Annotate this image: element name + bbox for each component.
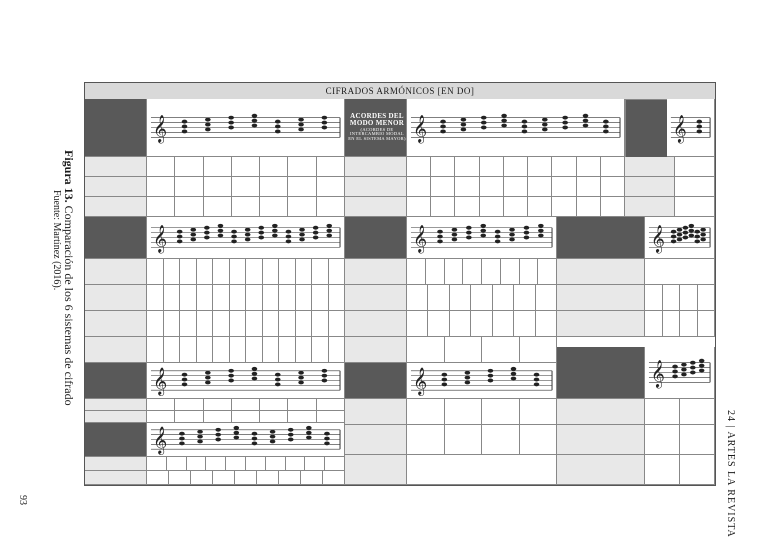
menor-cell	[504, 157, 528, 177]
mayor-cell	[288, 177, 316, 197]
americano_dom-cell	[286, 457, 306, 471]
inversiones-cell	[213, 285, 230, 311]
americano_dom-cell	[169, 471, 191, 485]
inversiones-cell	[197, 259, 214, 285]
mayor-header	[85, 99, 147, 157]
menor-cell	[455, 177, 479, 197]
napolitana-cell	[675, 157, 715, 177]
sub_sec-row-label	[557, 285, 645, 311]
menor-cell	[431, 157, 455, 177]
mayor-cell	[317, 157, 345, 177]
svg-text:𝄞: 𝄞	[412, 224, 428, 253]
inversiones-cell	[213, 311, 230, 337]
resol-cell	[680, 399, 715, 425]
inversiones-cell	[279, 337, 296, 363]
napolitana-cell	[675, 177, 715, 197]
dom_sec-cell	[445, 259, 464, 285]
mayor-cell	[317, 197, 345, 217]
svg-text:𝄞: 𝄞	[650, 359, 665, 388]
americano-cell	[175, 399, 203, 411]
mayor-cell	[288, 197, 316, 217]
inversiones-cell	[197, 311, 214, 337]
menor-cell	[431, 197, 455, 217]
menor-header	[345, 99, 407, 157]
mayor-cell	[232, 177, 260, 197]
resol-staff	[645, 347, 715, 399]
alterados-cell	[482, 425, 520, 455]
dom_sec-cell	[407, 337, 445, 363]
svg-text:𝄞: 𝄞	[152, 426, 168, 455]
resol-cell	[645, 425, 680, 455]
inversiones-cell	[279, 285, 296, 311]
mayor-cell	[175, 197, 203, 217]
inversiones-cell	[329, 311, 346, 337]
inversiones-cell	[263, 259, 280, 285]
dom_sec-cell	[482, 259, 501, 285]
mayor-row-label	[85, 197, 147, 217]
dom_sec-cell	[407, 259, 426, 285]
alterados-cell	[520, 399, 558, 425]
menor-cell	[577, 157, 601, 177]
mayor-cell	[175, 157, 203, 177]
mayor-cell	[260, 157, 288, 177]
inversiones-row-label	[85, 259, 147, 285]
mayor-cell	[260, 197, 288, 217]
dom_sec-cell	[493, 285, 514, 311]
inversiones-cell	[279, 259, 296, 285]
dom_sec-cell	[482, 337, 520, 363]
alterados-row-label	[345, 455, 407, 485]
menor-cell	[528, 197, 552, 217]
inversiones-cell	[230, 259, 247, 285]
inversiones-cell	[312, 311, 329, 337]
americano_dom-cell	[257, 471, 279, 485]
inversiones-cell	[197, 337, 214, 363]
americano-cell	[317, 411, 345, 423]
inversiones-cell	[263, 285, 280, 311]
menor-row-label	[345, 197, 407, 217]
dom_sec-cell	[514, 311, 535, 337]
inversiones-row-label	[85, 311, 147, 337]
americano_dom-cell	[325, 457, 345, 471]
americano-header	[85, 363, 147, 399]
inversiones-cell	[312, 285, 329, 311]
americano_dom-cell	[235, 471, 257, 485]
americano_dom-cell	[187, 457, 207, 471]
mayor-cell	[204, 177, 232, 197]
americano_dom-cell	[323, 471, 345, 485]
americano-cell	[288, 399, 316, 411]
americano-cell	[175, 411, 203, 423]
menor-cell	[577, 197, 601, 217]
dom_sec-cell	[501, 259, 520, 285]
inversiones-cell	[213, 259, 230, 285]
menor-row-label	[345, 157, 407, 177]
dom_sec-cell	[450, 311, 471, 337]
americano-cell	[147, 411, 175, 423]
dom_sec-cell	[428, 285, 449, 311]
dom_sec-cell	[463, 259, 482, 285]
menor-staff	[407, 99, 625, 157]
inversiones-cell	[312, 259, 329, 285]
inversiones-cell	[180, 337, 197, 363]
menor-cell	[601, 197, 625, 217]
inversiones-cell	[164, 259, 181, 285]
menor-cell	[407, 157, 431, 177]
inversiones-cell	[329, 285, 346, 311]
page-number: 93	[17, 495, 28, 505]
americano-dom-header	[85, 423, 147, 457]
menor-cell	[601, 177, 625, 197]
menor-cell	[407, 197, 431, 217]
dom_sec-cell	[520, 337, 558, 363]
americano-dom-staff	[147, 423, 345, 457]
napolitana-row-label	[625, 177, 675, 197]
sub-sec-staff	[645, 217, 715, 259]
americano-row-label	[85, 411, 147, 423]
resol-cell	[645, 455, 680, 485]
inversiones-cell	[296, 285, 313, 311]
svg-text:𝄞: 𝄞	[412, 367, 428, 396]
dom_sec-cell	[493, 311, 514, 337]
resol-row-label	[557, 399, 645, 425]
inversiones-cell	[329, 259, 346, 285]
inversiones-cell	[296, 311, 313, 337]
dom_sec-cell	[450, 285, 471, 311]
americano_dom-cell	[226, 457, 246, 471]
dom_sec-cell	[538, 259, 557, 285]
sub_sec-cell	[680, 285, 698, 311]
americano-cell	[204, 411, 232, 423]
alterados-cell	[445, 399, 483, 425]
americano-cell	[260, 399, 288, 411]
menor-cell	[601, 157, 625, 177]
napolitana-row-label	[625, 197, 675, 217]
dom-sec-staff	[407, 217, 557, 259]
svg-text:𝄞: 𝄞	[152, 114, 168, 143]
inversiones-cell	[213, 337, 230, 363]
mayor-cell	[288, 157, 316, 177]
americano-row-label	[85, 399, 147, 411]
mayor-cell	[232, 157, 260, 177]
menor-cell	[480, 197, 504, 217]
harmonic-figures-table	[84, 82, 716, 486]
inversiones-cell	[230, 311, 247, 337]
americano-staff	[147, 363, 345, 399]
menor-cell	[431, 177, 455, 197]
sub_sec-cell	[680, 311, 698, 337]
inversiones-cell	[147, 285, 164, 311]
americano-cell	[232, 411, 260, 423]
menor-cell	[552, 157, 576, 177]
sub_sec-cell	[663, 311, 681, 337]
napolitana-staff	[667, 99, 715, 157]
americano-cell	[232, 399, 260, 411]
svg-text:𝄞: 𝄞	[152, 367, 168, 396]
menor-cell	[455, 197, 479, 217]
alterados-cell	[445, 425, 483, 455]
sub_sec-row-label	[557, 259, 645, 285]
alterados-cell	[482, 399, 520, 425]
mayor-cell	[204, 197, 232, 217]
inversiones-staff	[147, 217, 345, 259]
menor-cell	[480, 177, 504, 197]
svg-text:𝄞: 𝄞	[152, 224, 168, 253]
inversiones-cell	[164, 337, 181, 363]
inversiones-cell	[197, 285, 214, 311]
napolitana-row-label	[625, 157, 675, 177]
inversiones-cell	[147, 311, 164, 337]
sub_sec-cell	[698, 311, 716, 337]
americano_dom-cell	[147, 457, 167, 471]
sub_sec-cell	[645, 311, 663, 337]
dom_sec-cell	[520, 259, 539, 285]
dom_sec-cell	[407, 311, 428, 337]
menor-cell	[407, 177, 431, 197]
inversiones-cell	[263, 337, 280, 363]
dom_sec-cell	[536, 311, 557, 337]
dom-sec-header	[345, 217, 407, 259]
mayor-cell	[232, 197, 260, 217]
inversiones-cell	[230, 337, 247, 363]
mayor-cell	[147, 177, 175, 197]
inversiones-cell	[246, 259, 263, 285]
americano_dom-cell	[266, 457, 286, 471]
inversiones-row-label	[85, 285, 147, 311]
sub_sec-row-label	[557, 311, 645, 337]
mayor-cell	[317, 177, 345, 197]
menor-cell	[528, 177, 552, 197]
dom_sec-cell	[407, 285, 428, 311]
menor-cell	[455, 157, 479, 177]
inversiones-cell	[164, 311, 181, 337]
dom_sec-row-label	[345, 311, 407, 337]
inversiones-cell	[164, 285, 181, 311]
alterados-cell	[407, 399, 445, 425]
inversiones-cell	[147, 259, 164, 285]
americano_dom-row-label	[85, 471, 147, 485]
resol-cell	[680, 425, 715, 455]
inversiones-cell	[246, 285, 263, 311]
americano_dom-cell	[147, 471, 169, 485]
menor-cell	[480, 157, 504, 177]
americano_dom-cell	[246, 457, 266, 471]
mayor-cell	[147, 157, 175, 177]
alterados-cell	[520, 425, 558, 455]
resol-row-label	[557, 455, 645, 485]
menor-row-label	[345, 177, 407, 197]
americano-cell	[147, 399, 175, 411]
dom_sec-cell	[471, 285, 492, 311]
alterados-cell	[407, 455, 557, 485]
caption-source: Fuente: Martínez (2016).	[51, 190, 62, 291]
alterados-staff	[407, 363, 557, 399]
svg-text:𝄞: 𝄞	[650, 224, 665, 253]
dom_sec-cell	[514, 285, 535, 311]
mayor-row-label	[85, 177, 147, 197]
alterados-row-label	[345, 399, 407, 425]
inversiones-cell	[312, 337, 329, 363]
napolitana-header	[625, 99, 667, 157]
dom_sec-cell	[536, 285, 557, 311]
inversiones-cell	[329, 337, 346, 363]
alterados-cell	[407, 425, 445, 455]
americano_dom-row-label	[85, 457, 147, 471]
running-head: 24 | ARTES LA REVISTA	[725, 410, 736, 538]
dom_sec-row-label	[345, 337, 407, 363]
americano-cell	[204, 399, 232, 411]
americano_dom-cell	[305, 457, 325, 471]
mayor-cell	[204, 157, 232, 177]
sub_sec-cell	[698, 285, 716, 311]
sub-sec-header	[557, 217, 645, 259]
menor-cell	[528, 157, 552, 177]
mayor-row-label	[85, 157, 147, 177]
inversiones-cell	[147, 337, 164, 363]
svg-text:𝄞: 𝄞	[672, 114, 687, 143]
mayor-cell	[147, 197, 175, 217]
americano_dom-cell	[167, 457, 187, 471]
inversiones-row-label	[85, 337, 147, 363]
resol-cell	[680, 455, 715, 485]
americano_dom-cell	[279, 471, 301, 485]
menor-cell	[577, 177, 601, 197]
svg-text:𝄞: 𝄞	[412, 114, 428, 143]
inversiones-cell	[279, 311, 296, 337]
americano_dom-cell	[213, 471, 235, 485]
mayor-cell	[260, 177, 288, 197]
americano-cell	[288, 411, 316, 423]
menor-cell	[504, 197, 528, 217]
dom_sec-cell	[471, 311, 492, 337]
resol-row-label	[557, 425, 645, 455]
sub_sec-cell	[645, 285, 663, 311]
inversiones-cell	[246, 311, 263, 337]
dom_sec-row-label	[345, 285, 407, 311]
table-title: CIFRADOS ARMÓNICOS [EN DO]	[85, 83, 715, 100]
americano_dom-cell	[191, 471, 213, 485]
americano_dom-cell	[206, 457, 226, 471]
menor-cell	[552, 197, 576, 217]
inversiones-cell	[180, 311, 197, 337]
resol-header	[557, 347, 645, 399]
menor-cell	[552, 177, 576, 197]
menor-header-subtitle: (ACORDES DE INTERCAMBIO MODAL EN EL SISTEMA MAYOR)	[348, 126, 406, 142]
napolitana-cell	[675, 197, 715, 217]
menor-header-title: ACORDES DEL MODO MENOR	[349, 112, 405, 128]
inversiones-cell	[263, 311, 280, 337]
mayor-staff	[147, 99, 345, 157]
inversiones-cell	[296, 259, 313, 285]
alterados-row-label	[345, 425, 407, 455]
americano-cell	[317, 399, 345, 411]
dom_sec-cell	[426, 259, 445, 285]
inversiones-cell	[230, 285, 247, 311]
dom_sec-cell	[445, 337, 483, 363]
inversiones-cell	[296, 337, 313, 363]
sub_sec-cell	[663, 285, 681, 311]
dom_sec-cell	[428, 311, 449, 337]
menor-cell	[504, 177, 528, 197]
americano-cell	[260, 411, 288, 423]
dom_sec-row-label	[345, 259, 407, 285]
inversiones-cell	[180, 285, 197, 311]
figure-caption	[42, 150, 90, 420]
inversiones-cell	[180, 259, 197, 285]
inversiones-cell	[246, 337, 263, 363]
resol-cell	[645, 399, 680, 425]
alterados-header	[345, 363, 407, 399]
caption-title: Figura 13. Comparación de los 6 sistemas de cifrado	[62, 150, 76, 406]
americano_dom-cell	[301, 471, 323, 485]
inversiones-header	[85, 217, 147, 259]
sub_sec-cell	[645, 259, 715, 285]
mayor-cell	[175, 177, 203, 197]
